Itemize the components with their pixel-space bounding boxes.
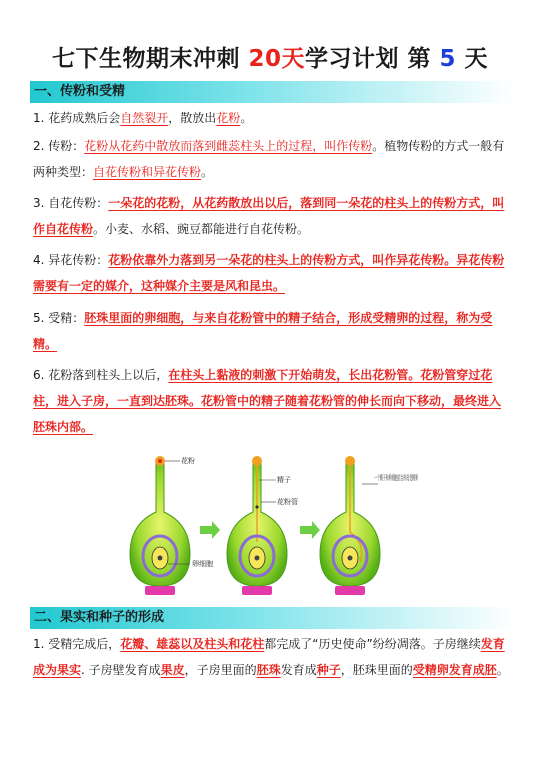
paragraph-3	[33, 190, 511, 242]
paragraph-4	[33, 247, 511, 299]
title-day-unit: 天	[464, 46, 489, 72]
p7-text-c: 都完成了“历史使命”纷纷凋落。子房继续	[264, 637, 481, 651]
p2-answer-2: 自花传粉和异花传粉	[93, 165, 202, 179]
flower-diagram-3	[320, 456, 380, 595]
p7-answer-6: 受精卵	[412, 663, 449, 677]
p5-text-a: 5. 受精：	[33, 311, 85, 325]
fertilization-diagram	[120, 452, 479, 602]
p4-text-a: 4. 异花传粉：	[33, 253, 109, 267]
p1-text-c: ，散放出	[168, 111, 217, 125]
label-fertilization: 一个精子和卵细胞结合形成受精卵	[374, 474, 479, 482]
section-heading-pollination: 一、传粉和受精	[30, 81, 514, 103]
p6-answer: 在柱头上黏液的刺激下开始萌发，长出花粉管。花粉管穿过花柱，进入子房，一直到达胚珠。花粉管中的精子随着花粉管的伸长而向下移动，最终进入胚珠内部。	[33, 368, 502, 434]
p1-answer-2: 花粉	[216, 111, 241, 125]
flower-diagram-2	[227, 456, 298, 595]
title-mid: 学习计划 第	[304, 46, 431, 72]
p7-answer-1: 花瓣、雄蕊以及柱头和花柱	[120, 637, 265, 651]
p7-text-g: ，子房里面的	[184, 663, 257, 677]
p2-answer-1: 花粉从花药中散放而落到雌蕊柱头上的过程，叫作传粉	[84, 139, 373, 153]
p7-answer-3: 果皮	[160, 663, 185, 677]
flower-diagram-1	[130, 456, 195, 595]
paragraph-2	[33, 133, 511, 185]
arrow-icon	[300, 521, 320, 539]
p3-text-a: 3. 自花传粉：	[33, 196, 109, 210]
p1-text-a: 1. 花药成熟后会	[33, 111, 121, 125]
paragraph-6	[33, 362, 511, 440]
title-day-number: 5	[439, 46, 457, 72]
p7-answer-5: 种子	[316, 663, 341, 677]
p7-text-k: ，胚珠里面的	[340, 663, 413, 677]
p4-answer: 花粉依靠外力落到另一朵花的柱头上的传粉方式，叫作异花传粉。异花传粉需要有一定的媒介，这种媒介主要是风和昆虫。	[33, 253, 505, 293]
p1-text-e: 。	[240, 111, 253, 125]
p1-answer-1: 自然裂开	[120, 111, 169, 125]
p5-answer: 胚珠里面的卵细胞，与来自花粉管中的精子结合，形成受精卵的过程，称为受精。	[33, 311, 493, 351]
paragraph-1	[33, 105, 511, 131]
label-pollen-tube: 花粉管	[277, 498, 298, 506]
label-pollen: 花粉	[181, 457, 195, 465]
p7-text-i: 发育成	[280, 663, 317, 677]
arrow-icon	[200, 521, 220, 539]
paragraph-5	[33, 305, 511, 357]
p7-answer-7: 发育成胚	[448, 663, 497, 677]
p7-text-e: . 子房壁发育成	[81, 663, 161, 677]
p2-text-e: 。	[201, 165, 214, 179]
p2-text-a: 2. 传粉：	[33, 139, 85, 153]
p7-answer-4: 胚珠	[256, 663, 281, 677]
title-prefix: 七下生物期末冲刺	[51, 46, 240, 72]
p7-answer-2: 发育成为果实	[33, 637, 505, 677]
label-egg-cell: 卵细胞	[192, 560, 213, 568]
p3-text-c: 。小麦、水稻、豌豆都能进行自花传粉。	[93, 222, 310, 236]
paragraph-7	[33, 631, 511, 683]
p6-text-a: 6. 花粉落到柱头上以后，	[33, 368, 169, 382]
label-sperm: 精子	[277, 476, 291, 484]
p7-text-n: 。	[496, 663, 509, 677]
title-days: 20	[248, 46, 282, 72]
p2-text-c: 。植物传粉的方式一般有两种类型：	[33, 139, 505, 179]
title-days-unit: 天	[281, 46, 305, 72]
section-heading-fruit-seed: 二、果实和种子的形成	[30, 607, 514, 629]
page-title	[0, 40, 540, 73]
p3-answer: 一朵花的花粉，从花药散放出以后，落到同一朵花的柱头上的传粉方式，叫作自花传粉	[33, 196, 505, 236]
p7-text-a: 1. 受精完成后，	[33, 637, 121, 651]
